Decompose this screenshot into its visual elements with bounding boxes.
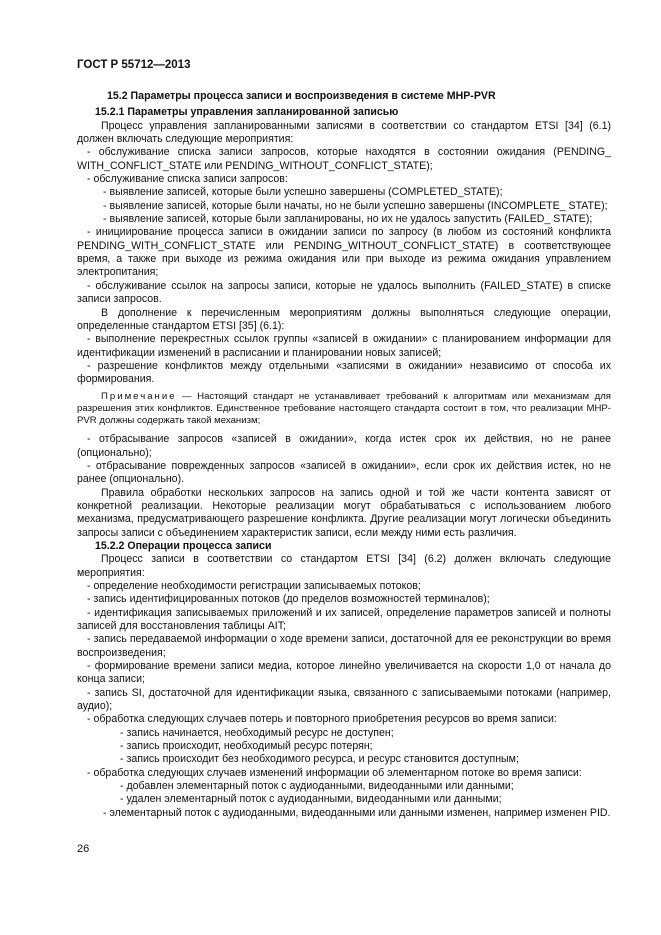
- sub-list-item: - элементарный поток с аудиоданными, видеоданными или данными изменен, например изменен PID.: [103, 806, 611, 819]
- subsection-title-1: 15.2.1 Параметры управления запланированной записью: [95, 106, 399, 119]
- list-item: - отбрасывание поврежденных запросов «записей в ожидании», если срок их действия истек, но не ранее (опционально).: [77, 459, 611, 486]
- document-body: [77, 88, 611, 820]
- list-item: - инициирование процесса записи в ожидании записи по запросу (в любом из состояний конфликта PENDING_WITH_CONFLICT_STATE или PENDING_WITHOUT_CONFLICT_STATE) в соответствующее время, а также при выходе из режима ожидания или при выходе из режима ожидания управлением электропитания;: [77, 226, 611, 279]
- list-item: - обработка следующих случаев потерь и повторного приобретения ресурсов во время записи:: [87, 713, 557, 726]
- list-item: - идентификация записываемых приложений и их записей, определение параметров записей и полноты записей для восстановления таблицы AIT;: [77, 606, 611, 632]
- sub-list-item: - выявление записей, которые были запланированы, но их не удалось запустить (FAILED_ STATE);: [103, 213, 593, 226]
- list-item: - обслуживание ссылок на запросы записи, которые не удалось выполнить (FAILED_STATE) в списке записи запросов.: [77, 279, 611, 306]
- paragraph: Процесс управления запланированными записями в соответствии со стандартом ETSI [34] (6.1) должен включать следующие мероприятия:: [77, 119, 611, 146]
- list-item: - запись передаваемой информации о ходе времени записи, достаточной для ее реконструкции во время воспроизведения;: [77, 633, 611, 659]
- list-item: - обслуживание списка записи запросов:: [87, 173, 288, 186]
- note-label: Примечание: [101, 390, 177, 402]
- list-item: - разрешение конфликтов между отдельными «записями в ожидании» независимо от способа их формирования.: [77, 359, 611, 386]
- section-title: 15.2 Параметры процесса записи и воспроизведения в системе МНР-PVR: [107, 90, 496, 102]
- list-item: - выполнение перекрестных ссылок группы «записей в ожидании» с планированием информации для идентификации изменений в расписании и планировании новых записей;: [77, 333, 611, 359]
- sub-list-item: - выявление записей, которые были начаты, но не были успешно завершены (INCOMPLETE_ STATE);: [103, 199, 608, 212]
- document-header: ГОСТ Р 55712—2013: [77, 59, 191, 71]
- paragraph: Процесс записи в соответствии со стандартом ETSI [34] (6.2) должен включать следующие мероприятия:: [77, 553, 611, 579]
- subsection-title-2: 15.2.2 Операции процесса записи: [95, 539, 272, 552]
- sub-list-item: - выявление записей, которые были успешно завершены (COMPLETED_STATE);: [103, 186, 503, 199]
- list-item: - определение необходимости регистрации записываемых потоков;: [87, 579, 421, 592]
- paragraph: В дополнение к перечисленным мероприятиям должны выполняться следующие операции, определенные стандартом ETSI [35] (6.1):: [77, 306, 611, 332]
- note: [77, 391, 611, 428]
- list-item: - обслуживание списка записи запросов, которые находятся в состоянии ожидания (PENDING_ WITH_CONFLICT_STATE или PENDING_WITHOUT_CONFLICT_STATE);: [77, 146, 611, 172]
- sub-list-item: - запись происходит, необходимый ресурс потерян;: [120, 740, 373, 753]
- list-item: - обработка следующих случаев изменений информации об элементарном потоке во время записи:: [87, 766, 582, 779]
- list-item: - запись SI, достаточной для идентификации языка, связанного с записываемыми потоками (например, аудио);: [77, 686, 611, 713]
- paragraph: Правила обработки нескольких запросов на запись одной и той же части контента зависят от конкретной реализации. Некоторые реализации могут обрабатываться с использованием любого механизма, предусматривающего разрешение конфликта. Другие реализации могут логически объединить запросы записи с объединением характеристик записи, если между ними есть различия.: [77, 486, 611, 539]
- page-number: 26: [77, 843, 90, 855]
- sub-list-item: - запись начинается, необходимый ресурс не доступен;: [120, 726, 394, 739]
- sub-list-item: - добавлен элементарный поток с аудиоданными, видеоданными или данными;: [120, 780, 514, 793]
- list-item: - запись идентифицированных потоков (до пределов возможностей терминалов);: [87, 593, 490, 606]
- list-item: - отбрасывание запросов «записей в ожидании», когда истек срок их действия, но не ранее (опционально);: [77, 433, 611, 459]
- list-item: - формирование времени записи медиа, которое линейно увеличивается на скорости 1,0 от начала до конца записи;: [77, 660, 611, 686]
- note-text: — Настоящий стандарт не устанавливает требований к алгоритмам или механизмам для разрешения этих конфликтов. Единственное требование настоящего стандарта состоит в том, что реализации МНР-PVR должны содержать такой механизм;: [77, 390, 611, 426]
- sub-list-item: - запись происходит без необходимого ресурса, и ресурс становится доступным;: [120, 753, 519, 766]
- sub-list-item: - удален элементарный поток с аудиоданными, видеоданными или данными;: [120, 793, 502, 806]
